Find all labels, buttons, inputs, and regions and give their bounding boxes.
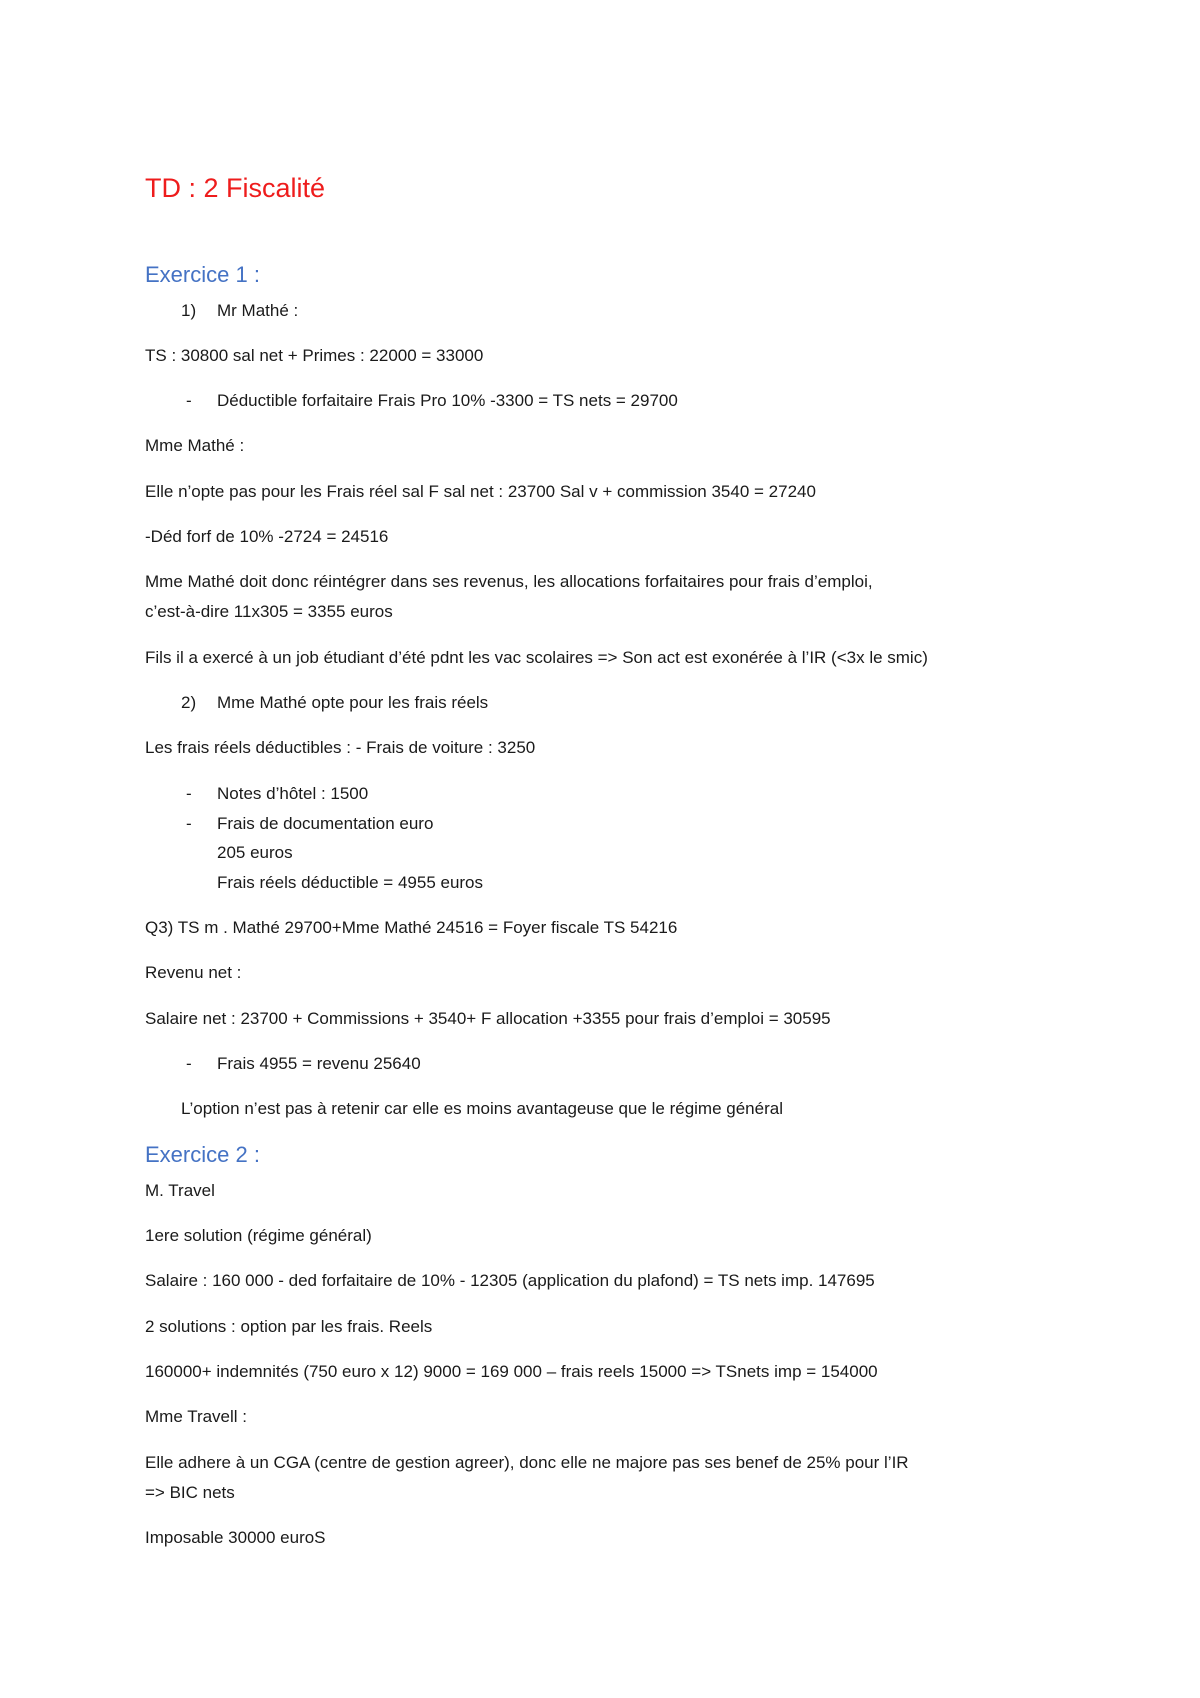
question-2-label: Mme Mathé opte pour les frais réels — [217, 693, 489, 712]
reintegration-line-1: Mme Mathé doit donc réintégrer dans ses revenus, les allocations forfaitaires pour frais d’emploi, — [145, 572, 873, 591]
deduction-line: Déductible forfaitaire Frais Pro 10% -3300 = TS nets = 29700 — [217, 391, 678, 410]
frais-revenu-line: Frais 4955 = revenu 25640 — [217, 1054, 421, 1073]
mme-travell-label: Mme Travell : — [145, 1407, 248, 1426]
salaire-net-line: Salaire net : 23700 + Commissions + 3540+ F allocation +3355 pour frais d’emploi = 30595 — [145, 1009, 831, 1028]
fils-line: Fils il a exercé à un job étudiant d’été pdnt les vac scolaires => Son act est exonérée à l’IR (<3x le smic) — [145, 648, 928, 667]
exercise-1-heading: Exercice 1 : — [145, 262, 260, 287]
question-1-label: Mr Mathé : — [217, 301, 299, 320]
frais-reel-line: Elle n’opte pas pour les Frais réel sal F sal net : 23700 Sal v + commission 3540 = 27240 — [145, 482, 816, 501]
bullet-dash: - — [186, 814, 192, 833]
bullet-dash: - — [186, 391, 192, 410]
bullet-dash: - — [186, 784, 192, 803]
option-conclusion: L’option n’est pas à retenir car elle es moins avantageuse que le régime général — [181, 1099, 783, 1118]
imposable-line: Imposable 30000 euroS — [145, 1528, 326, 1547]
exercise-2-heading: Exercice 2 : — [145, 1142, 260, 1167]
m-travel-label: M. Travel — [145, 1181, 215, 1200]
page-title: TD : 2 Fiscalité — [145, 173, 326, 203]
reintegration-line-2: c’est-à-dire 11x305 = 3355 euros — [145, 602, 393, 621]
mme-mathe-label: Mme Mathé : — [145, 436, 245, 455]
solution-2-label: 2 solutions : option par les frais. Reels — [145, 1317, 433, 1336]
total-frais-line: Frais réels déductible = 4955 euros — [217, 873, 484, 892]
documentation-line: Frais de documentation euro — [217, 814, 434, 833]
ded-forf-line: -Déd forf de 10% -2724 = 24516 — [145, 527, 389, 546]
notes-hotel-line: Notes d’hôtel : 1500 — [217, 784, 369, 803]
list-number-2: 2) — [181, 693, 197, 712]
documentation-amount: 205 euros — [217, 843, 293, 862]
cga-line-2: => BIC nets — [145, 1483, 235, 1502]
list-number-1: 1) — [181, 301, 197, 320]
q3-line: Q3) TS m . Mathé 29700+Mme Mathé 24516 = Foyer fiscale TS 54216 — [145, 918, 678, 937]
salaire-line: Salaire : 160 000 - ded forfaitaire de 10% - 12305 (application du plafond) = TS nets imp. 147695 — [145, 1271, 875, 1290]
bullet-dash: - — [186, 1054, 192, 1073]
frais-reels-line: Les frais réels déductibles : - Frais de voiture : 3250 — [145, 738, 536, 757]
ts-line: TS : 30800 sal net + Primes : 22000 = 33000 — [145, 346, 484, 365]
cga-line-1: Elle adhere à un CGA (centre de gestion agreer), donc elle ne majore pas ses benef de 25% pour l’IR — [145, 1453, 909, 1472]
indemnites-line: 160000+ indemnités (750 euro x 12) 9000 = 169 000 – frais reels 15000 => TSnets imp = 154000 — [145, 1362, 878, 1381]
revenu-net-label: Revenu net : — [145, 963, 242, 982]
solution-1-label: 1ere solution (régime général) — [145, 1226, 372, 1245]
